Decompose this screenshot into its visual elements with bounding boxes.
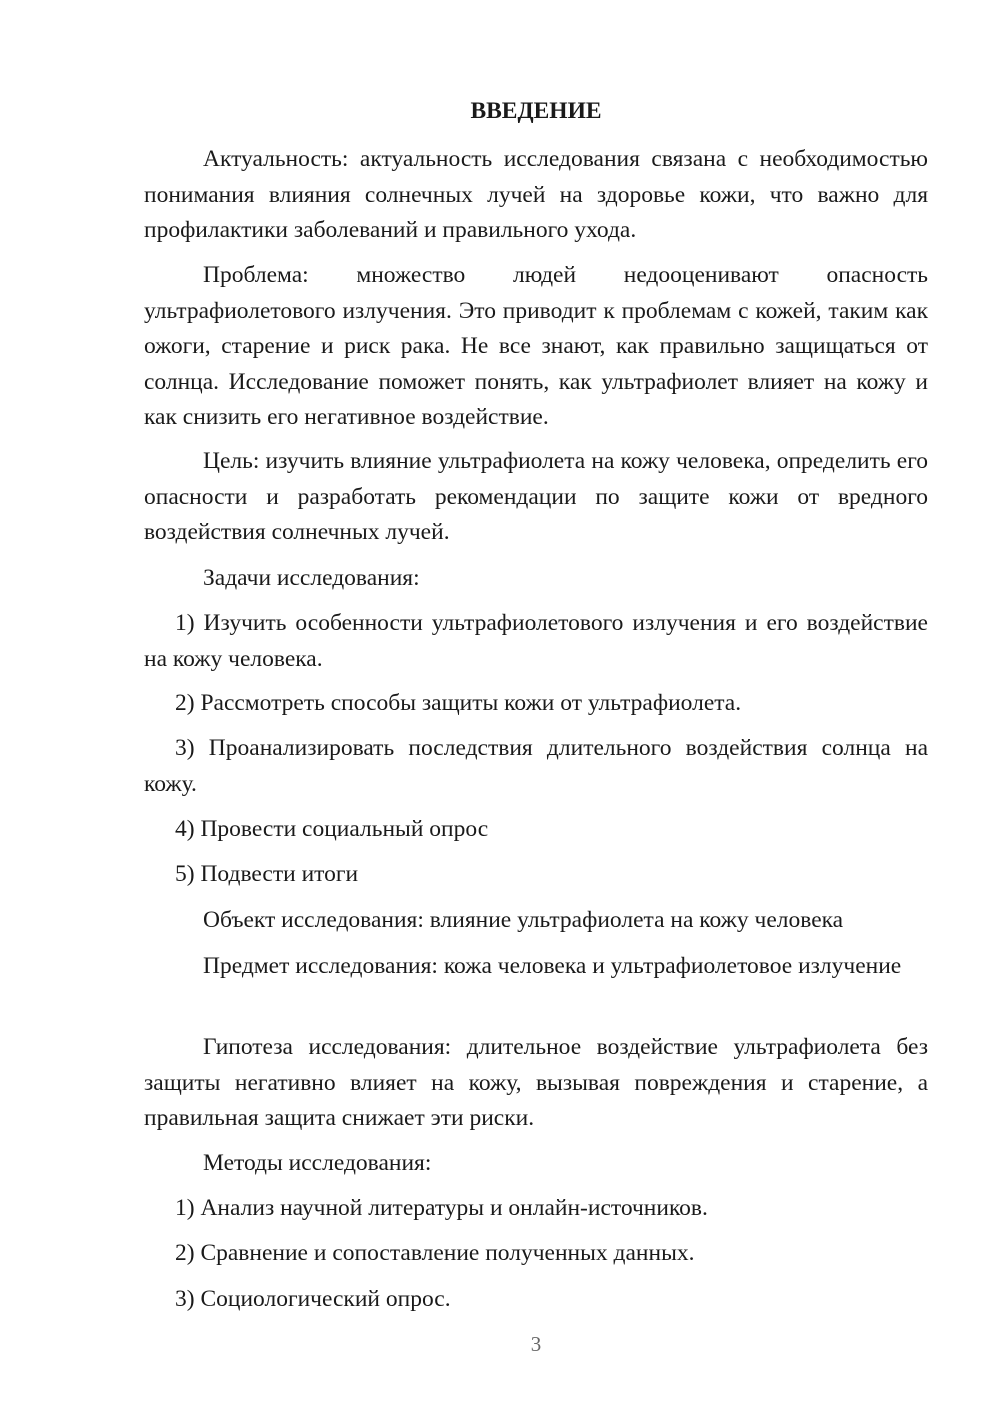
- task-item-4: 4) Провести социальный опрос: [175, 816, 489, 842]
- subject-paragraph: Предмет исследования: кожа человека и ультрафиолетовое излучение: [203, 953, 902, 979]
- goal-paragraph: Цель: изучить влияние ультрафиолета на кожу человека, определить его опасности и разработать рекомендации по защите кожи от вредного воздействия солнечных лучей.: [144, 448, 928, 545]
- task-item-2: 2) Рассмотреть способы защиты кожи от ультрафиолета.: [175, 690, 742, 716]
- hypothesis-paragraph: Гипотеза исследования: длительное воздействие ультрафиолета без защиты негативно влияет на кожу, вызывая повреждения и старение, а правильная защита снижает эти риски.: [144, 1034, 928, 1131]
- problem-paragraph: Проблема: множество людей недооценивают опасность ультрафиолетового излучения. Это приводит к проблемам с кожей, таким как ожоги, старение и риск рака. Не все знают, как правильно защищаться от солнца. Исследование поможет понять, как ультрафиолет влияет на кожу и как снизить его негативное воздействие.: [144, 262, 928, 430]
- method-item-1: 1) Анализ научной литературы и онлайн-источников.: [175, 1195, 708, 1221]
- relevance-paragraph: Актуальность: актуальность исследования связана с необходимостью понимания влияния солнечных лучей на здоровье кожи, что важно для профилактики заболеваний и правильного ухода.: [144, 146, 928, 243]
- task-item-1: 1) Изучить особенности ультрафиолетового излучения и его воздействие на кожу человека.: [144, 610, 928, 672]
- task-item-5: 5) Подвести итоги: [175, 861, 359, 887]
- object-paragraph: Объект исследования: влияние ультрафиолета на кожу человека: [203, 907, 844, 933]
- tasks-heading: Задачи исследования:: [203, 565, 420, 591]
- page-number: 3: [530, 1332, 542, 1356]
- method-item-2: 2) Сравнение и сопоставление полученных данных.: [175, 1240, 695, 1266]
- task-item-3: 3) Проанализировать последствия длительного воздействия солнца на кожу.: [144, 735, 928, 797]
- method-item-3: 3) Социологический опрос.: [175, 1286, 451, 1312]
- section-heading: ВВЕДЕНИЕ: [470, 98, 602, 124]
- methods-heading: Методы исследования:: [203, 1150, 432, 1176]
